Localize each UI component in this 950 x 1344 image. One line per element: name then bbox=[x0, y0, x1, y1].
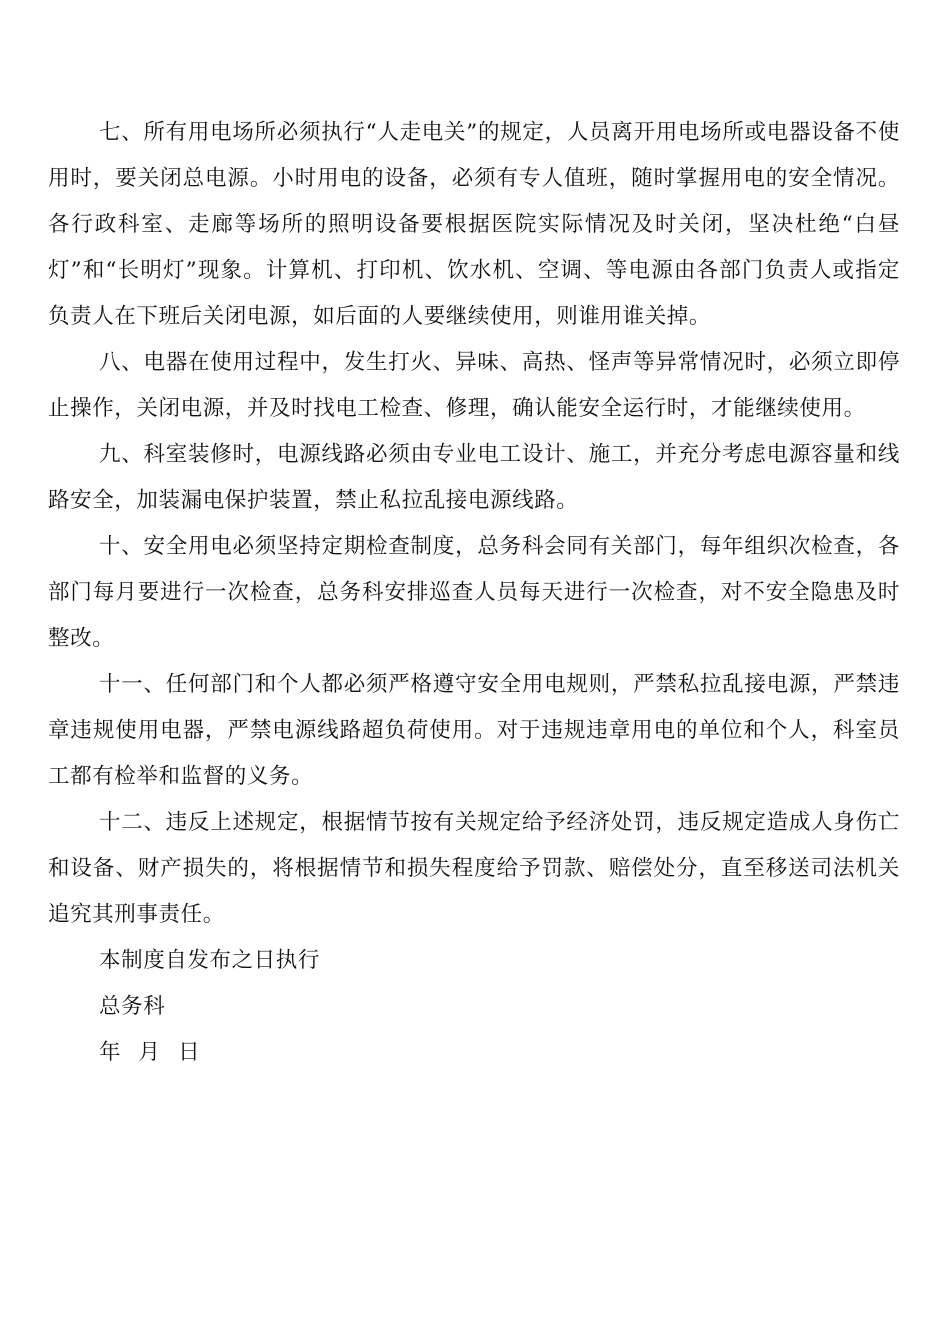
paragraph-article-12: 十二、违反上述规定，根据情节按有关规定给予经济处罚，违反规定造成人身伤亡和设备、财产损失的，将根据情节和损失程度给予罚款、赔偿处分，直至移送司法机关追究其刑事责任。 bbox=[48, 810, 900, 927]
date-month: 月 bbox=[138, 1040, 161, 1065]
paragraph-article-8: 八、电器在使用过程中，发生打火、异味、高热、怪声等异常情况时，必须立即停止操作，关闭电源，并及时找电工检查、修理，确认能安全运行时，才能继续使用。 bbox=[48, 350, 900, 421]
paragraph-article-7: 七、所有用电场所必须执行“人走电关”的规定，人员离开用电场所或电器设备不使用时，要关闭总电源。小时用电的设备，必须有专人值班，随时掌握用电的安全情况。各行政科室、走廊等场所的照明设备要根据医院实际情况及时关闭，坚决杜绝“白昼灯”和“长明灯”现象。计算机、打印机、饮水机、空调、等电源由各部门负责人或指定负责人在下班后关闭电源，如后面的人要继续使用，则谁用谁关掉。 bbox=[48, 120, 900, 329]
date-year: 年 bbox=[99, 1040, 122, 1065]
paragraph-article-9: 九、科室装修时，电源线路必须由专业电工设计、施工，并充分考虑电源容量和线路安全，加装漏电保护装置，禁止私拉乱接电源线路。 bbox=[48, 442, 900, 513]
issuing-department: 总务科 bbox=[99, 994, 166, 1019]
paragraph-article-10: 十、安全用电必须坚持定期检查制度，总务科会同有关部门，每年组织次检查，各部门每月要进行一次检查，总务科安排巡查人员每天进行一次检查，对不安全隐患及时整改。 bbox=[48, 534, 900, 651]
paragraph-article-11: 十一、任何部门和个人都必须严格遵守安全用电规则，严禁私拉乱接电源，严禁违章违规使用电器，严禁电源线路超负荷使用。对于违规违章用电的单位和个人，科室员工都有检举和监督的义务。 bbox=[48, 672, 900, 789]
effective-note: 本制度自发布之日执行 bbox=[99, 948, 321, 973]
document-page bbox=[48, 110, 900, 1076]
date-day: 日 bbox=[178, 1040, 201, 1065]
date-line bbox=[48, 1030, 900, 1076]
